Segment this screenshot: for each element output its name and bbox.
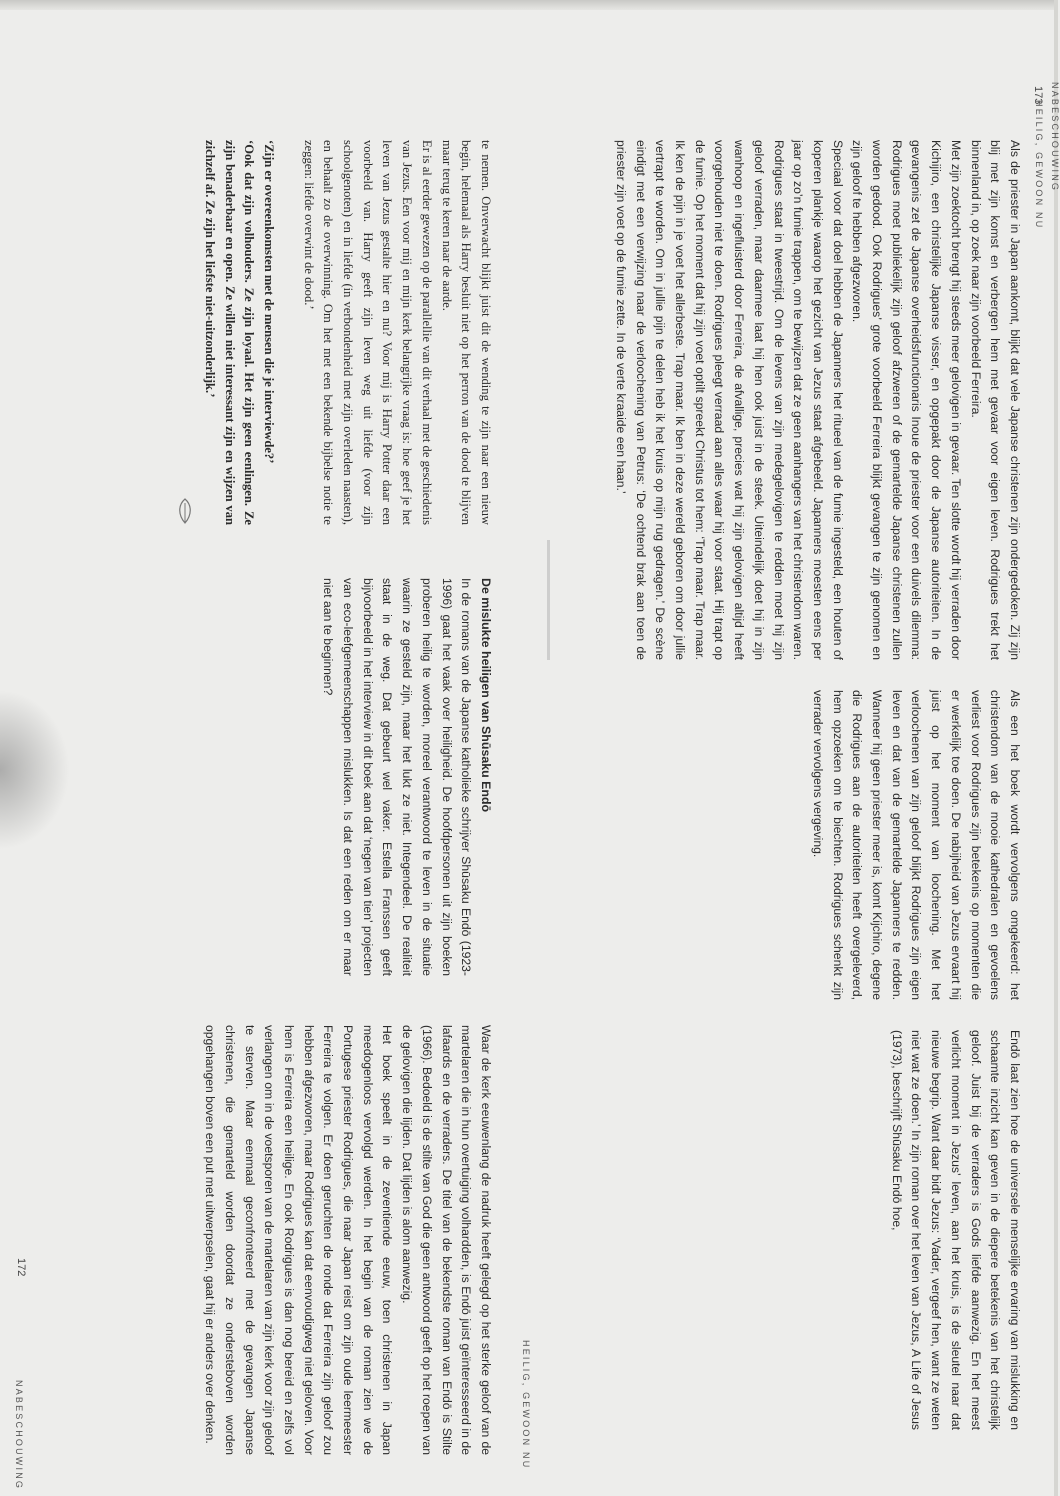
section-heading: De mislukte heiligen van Shūsaku Endō — [479, 578, 493, 813]
paragraph: Met zijn zoektocht brengt hij steeds meer gelovigen in gevaar. Ten slotte wordt hij verraden door Kichijiro, een christelijke Japanse visser, en opgepakt door de Japanse autoriteiten. In de gevangenis zet de Japanse overheidsfunctionaris Inoue de priester voor een duivels dilemma: Rodrigues moet publiekelijk zijn geloof afzweren of de gemartelde Japanse christenen zullen worden gedood. Ook Rodrigues’ grote voorbeeld Ferreira blijkt gevangen te zijn genomen en zijn geloof te hebben afgezworen. — [850, 140, 963, 660]
interview-answer: ‘Ook dat zijn volhouders. Ze zijn loyaal. Het zijn geen eenlingen. Ze zijn benaderbaar en open. Ze willen niet interessant zijn en wijzen van zichzelf af. Ze zijn het liefste niet-uitzonderlijk.’ — [202, 140, 257, 525]
running-head-book: HEILIG, GEWOON NU — [521, 1340, 531, 1470]
running-head-book: HEILIG, GEWOON NU — [1034, 100, 1044, 230]
page-number: 172 — [15, 1258, 27, 1277]
paragraph: Speciaal voor dat doel hebben de Japanners het ritueel van de fumie ingesteld, een houten of koperen plankje waarop het gezicht van Jezus staat afgebeeld. Japanners moesten eens per jaar op zo’n fumie trappen, om te bewijzen dat ze geen aanhangers van het christendom waren. Rodrigues staat in tweestrijd. Om de levens van zijn medegelovigen te redden moet hij zijn geloof verraden, maar daarmee laat hij hen ook juist in de steek. Uiteindelijk doet hij in zijn wanhoop en ingefluisterd door Ferreira, de afvallige, precies wat hij zijn gelovigen altijd heeft voorgehouden niet te doen. Rodrigues pleegt verraad aan alles waar hij voor staat. Hij trapt op de fumie. Op het moment dat hij zijn voet optilt spreekt Christus tot hem: ‘Trap maar. Trap maar. Ik ken de pijn in je voet het allerbeste. Trap maar. Ik ben in deze wereld geboren om door jullie vertrapt te worden. Om in jullie pijn te delen heb ik het kruis op mijn rug gedragen.’ De scène eindigt met een verwijzing naar de verloochening van Petrus: ‘De ochtend brak aan toen de priester zijn voet op de fumie zette. In de verte kraaide een haan.’ — [613, 140, 845, 660]
paragraph: Als de priester in Japan aankomt, blijkt dat vele Japanse christenen zijn ondergedoken. Zij zijn blij met zijn komst en verbergen hem met gevaar voor eigen leven. Rodrigues trekt het binnenland in, op zoek naar zijn voorbeeld Ferreira. — [968, 140, 1022, 660]
page-172-sans-column-1 — [318, 578, 495, 976]
page-172-sans-column-2 — [199, 1025, 495, 1455]
page-173 — [529, 0, 1058, 1496]
running-head-section: NABESCHOUWING — [14, 1380, 24, 1491]
leaf-ornament-icon — [174, 497, 196, 525]
paragraph: Endō laat zien hoe de universele menselijke ervaring van mislukking en schaamte inzicht kan geven in de diepere betekenis van het christelijk geloof. Juist bij de verraders is Gods liefde aanwezig. En het meest verlicht moment in Jezus’ leven, aan het kruis, is de sleutel naar dat nieuwe begrip. Want daar bidt Jezus: ‘Vader, vergeef hen, want ze weten niet wat ze doen.’ In zijn roman over het leven van Jezus, A Life of Jesus (1973), beschrijft Shūsaku Endō hoe, — [889, 1030, 1022, 1430]
paragraph: Het boek speelt in de zeventiende eeuw, toen christenen in Japan meedogenloos vervolgd werden. In het begin van de roman zien we de Portugese priester Rodrigues, die naar Japan reist om zijn oude leermeester Ferreira te volgen. Er doen geruchten de ronde dat Ferreira zijn geloof zou hebben afgezworen, maar Rodrigues kan dat eenvoudigweg niet geloven. Voor hem is Ferreira een heilige. En ook Rodrigues is dan nog bereid en zelfs vol verlangen om in de voetsporen van de martelaren van zijn kerk voor zijn geloof te sterven. Maar eenmaal geconfronteerd met de gevangen Japanse christenen, die gemarteld worden doordat ze ondersteboven worden opgehangen boven een put met uitwerpselen, gaat hij er anders over denken. — [203, 1025, 395, 1455]
paragraph: te nemen. Onverwacht blijkt juist dit de wending te zijn naar een nieuw begin, helemaal als Harry besluit niet op het perron van de dood te blijven maar terug te keren naar de aarde. — [439, 140, 493, 525]
page-173-column-3 — [886, 1030, 1024, 1430]
page-173-column-2 — [807, 690, 1024, 1000]
page-number: 173 — [1032, 86, 1044, 105]
paragraph: In de romans van de Japanse katholieke schrijver Shūsaku Endō (1923-1996) gaat het vaak over heiligheid. De hoofdpersonen uit zijn boeken proberen heilig te worden, moreel verantwoord te leven in de situatie waarin ze gesteld zijn, maar het lukt ze niet. Integendeel. De realiteit staat in de weg. Dat gebeurt wel vaker. Estella Franssen geeft bijvoorbeeld in het interview in dit boek aan dat ‘negen van tien’ projecten van eco-leefgemeenschappen mislukken. Is dat een reden om er maar niet aan te beginnen? — [321, 578, 474, 976]
paragraph: Waar de kerk eeuwenlang de nadruk heeft gelegd op het sterke geloof van de martelaren die in hun overtuiging volhardden, is Endō juist geïnteresseerd in de lafaards en de verraders. De titel van de bekendste roman van Endō is Stilte (1966). Bedoeld is de stilte van God die geen antwoord geeft op het roepen van de gelovigen die lijden. Dat lijden is alom aanwezig. — [400, 1025, 493, 1455]
paragraph: Er is al eerder gewezen op de parallellie van dit verhaal met de geschiedenis van Jezus. Een voor mij en mijn kerk belangrijke vraag is: hoe geef je het leven van Jezus gestalte hier en nu? Voor mij is Harry Potter daar een voorbeeld van. Harry geeft zijn leven weg uit liefde (voor zijn schoolgenoten) en in liefde (in verbondenheid met zijn overleden naasten), en behaalt zo de overwinning. Om het met een bekende bijbelse notie te zeggen: liefde overwint de dood.’ — [301, 140, 434, 525]
page-173-column-1 — [610, 140, 1024, 660]
page-172-serif-column — [199, 140, 495, 525]
interview-question: ‘Zijn er overeenkomsten met de mensen die je interviewde?’ — [261, 140, 276, 464]
page-172 — [0, 0, 529, 1496]
running-head-section: NABESCHOUWING — [1050, 82, 1060, 193]
paragraph: Als een het boek wordt vervolgens omgekeerd: het christendom van de mooie kathedralen en gevoelens verliest voor Rodrigues zijn betekenis op momenten die er werkelijk toe doen. De nabijheid van Jezus ervaart hij juist op het moment van loochening. Met het verloochenen van zijn geloof blijkt Rodrigues zijn eigen leven en dat van de gemartelde Japanners te redden. Wanneer hij geen priester meer is, komt Kijchiro, degene die Rodrigues aan de autoriteiten heeft overgeleverd, hem opzoeken om te biechten. Rodrigues schenkt zijn verrader vervolgens vergeving. — [810, 690, 1022, 1000]
